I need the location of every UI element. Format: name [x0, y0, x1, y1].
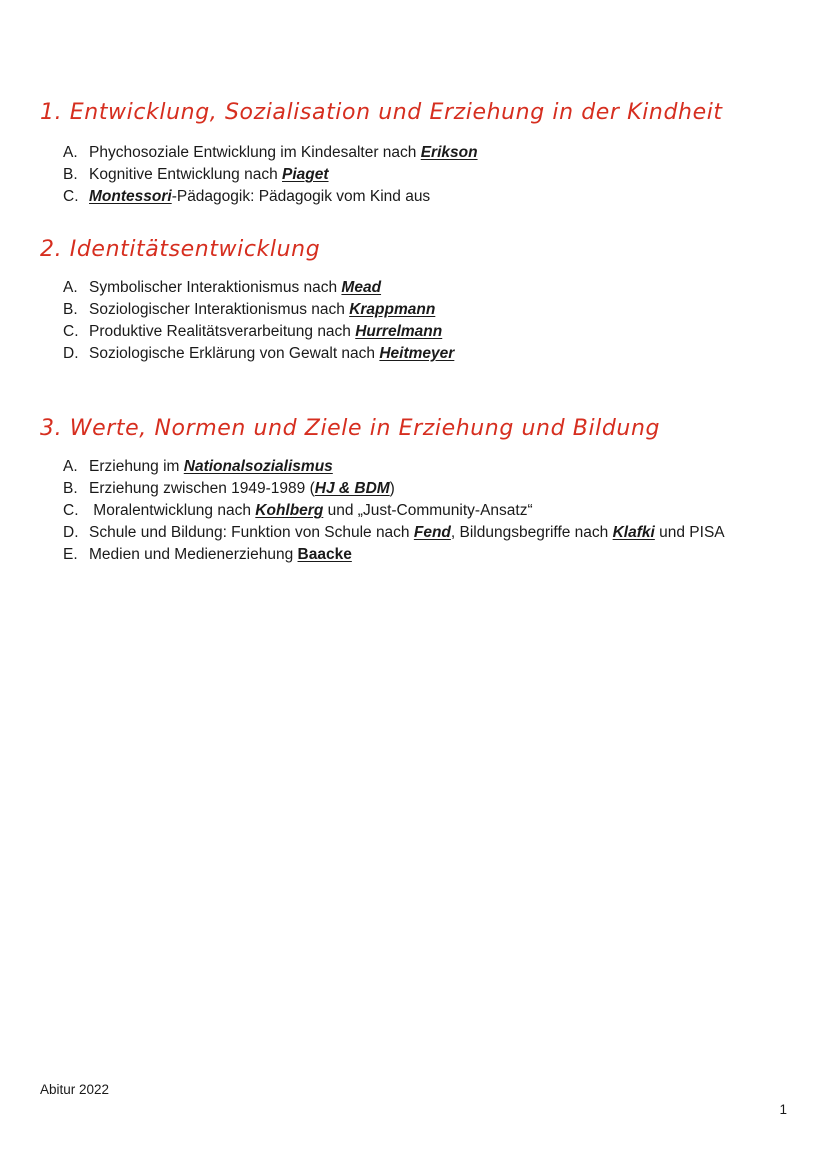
item-text: [89, 321, 442, 343]
list-letter: D.: [63, 524, 79, 541]
keyword-author: Erikson: [420, 144, 478, 161]
list-item: [40, 186, 810, 208]
item-text-before: Produktive Realitätsverarbeitung nach: [89, 323, 356, 340]
section-heading: 3. Werte, Normen und Ziele in Erziehung und Bildung: [40, 416, 661, 441]
keyword-author: Baacke: [297, 546, 352, 563]
list-letter: B.: [63, 301, 78, 318]
item-text-before: Soziologische Erklärung von Gewalt nach: [89, 345, 380, 362]
item-text-before: Phychosoziale Entwicklung im Kindesalter nach: [89, 144, 421, 161]
item-text-after: -Pädagogik: Pädagogik vom Kind aus: [171, 188, 431, 205]
topic-list: [40, 142, 810, 208]
item-text: [89, 142, 478, 164]
item-text: [89, 478, 395, 500]
item-text-middle: , Bildungsbegriffe nach: [450, 524, 613, 541]
item-text-after: und „Just-Community-Ansatz“: [323, 502, 533, 519]
item-text-before: Erziehung im: [89, 458, 184, 475]
topic-list: [40, 277, 810, 365]
keyword-author: Mead: [341, 279, 382, 296]
item-text-before: Erziehung zwischen 1949-1989 (: [89, 480, 315, 497]
list-letter: D.: [63, 345, 79, 362]
keyword-author: Hurrelmann: [355, 323, 443, 340]
list-item: [40, 142, 810, 164]
list-item: [40, 500, 810, 522]
list-item: [40, 299, 810, 321]
list-item: [40, 277, 810, 299]
item-text-before: Schule und Bildung: Funktion von Schule nach: [89, 524, 414, 541]
list-letter: A.: [63, 279, 78, 296]
item-text-before: Moralentwicklung nach: [89, 502, 256, 519]
keyword-author: Kohlberg: [255, 502, 324, 519]
list-item: [40, 544, 810, 566]
section-3: [40, 416, 810, 566]
topic-list: [40, 456, 810, 566]
item-text: [89, 277, 381, 299]
footer-label: Abitur 2022: [40, 1082, 110, 1097]
item-text: [89, 544, 352, 566]
keyword-author: Fend: [413, 524, 451, 541]
keyword-author: Heitmeyer: [379, 345, 455, 362]
section-heading: 2. Identitätsentwicklung: [40, 237, 321, 262]
item-text: [89, 186, 430, 208]
list-item: [40, 478, 810, 500]
item-text-before: Symbolischer Interaktionismus nach: [89, 279, 342, 296]
item-text: [89, 343, 454, 365]
list-letter: E.: [63, 546, 78, 563]
list-item: [40, 456, 810, 478]
list-item: [40, 321, 810, 343]
list-item: [40, 343, 810, 365]
keyword-author: Krappmann: [349, 301, 436, 318]
list-letter: C.: [63, 323, 79, 340]
section-2: [40, 237, 810, 365]
keyword-author: HJ & BDM: [314, 480, 390, 497]
item-text: [89, 456, 333, 478]
item-text-before: Medien und Medienerziehung: [89, 546, 298, 563]
list-item: [40, 522, 810, 544]
keyword-author: Montessori: [89, 188, 172, 205]
item-text-after: und PISA: [654, 524, 725, 541]
list-letter: B.: [63, 166, 78, 183]
keyword-author: Nationalsozialismus: [183, 458, 333, 475]
list-letter: A.: [63, 144, 78, 161]
list-letter: C.: [63, 502, 79, 519]
list-letter: C.: [63, 188, 79, 205]
list-letter: A.: [63, 458, 78, 475]
item-text: [89, 522, 725, 544]
item-text: [89, 500, 533, 522]
section-1: [40, 100, 810, 208]
list-item: [40, 164, 810, 186]
keyword-author: Piaget: [282, 166, 329, 183]
page-number: 1: [779, 1102, 787, 1117]
item-text-before: Kognitive Entwicklung nach: [89, 166, 283, 183]
item-text: [89, 299, 435, 321]
section-heading: 1. Entwicklung, Sozialisation und Erziehung in der Kindheit: [40, 100, 723, 125]
item-text-before: Soziologischer Interaktionismus nach: [89, 301, 350, 318]
list-letter: B.: [63, 480, 78, 497]
keyword-author: Klafki: [612, 524, 655, 541]
item-text: [89, 164, 329, 186]
item-text-after: ): [389, 480, 395, 497]
